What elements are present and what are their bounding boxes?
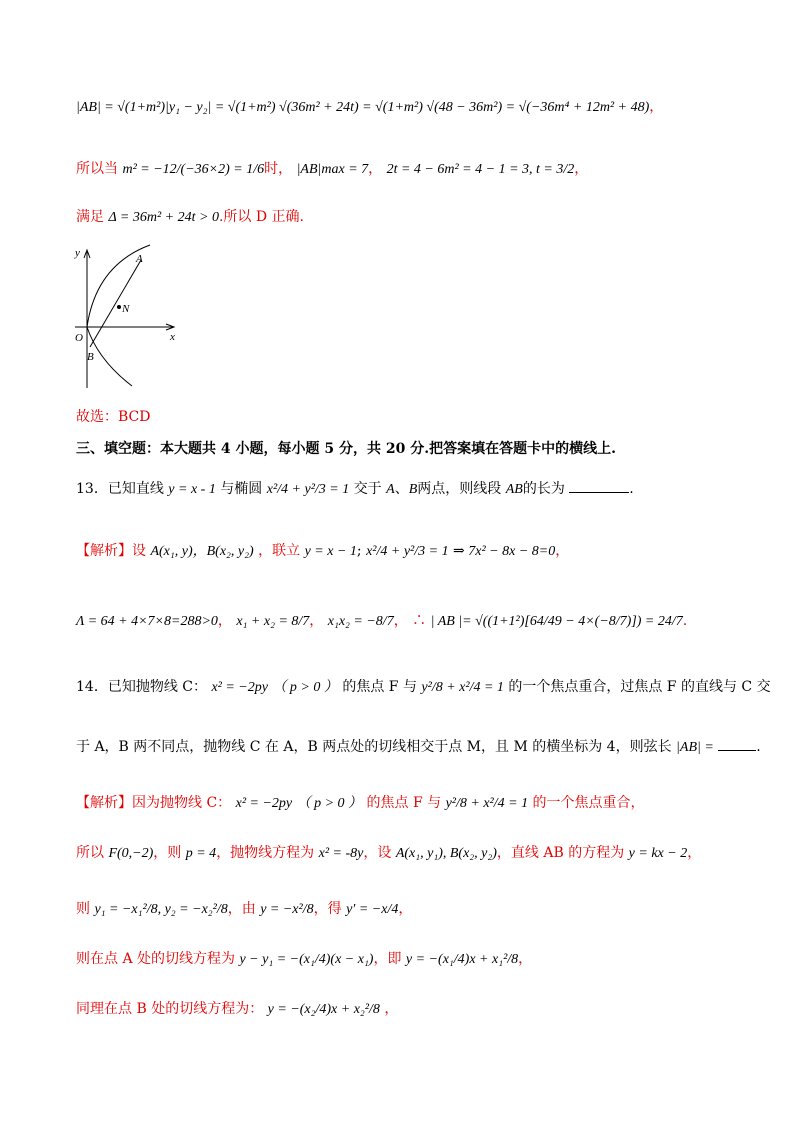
q13-intro: 13．已知直线 [76, 481, 164, 497]
text-simultaneous: ，联立 [258, 543, 301, 559]
ab-length-formula: |AB| = √(1+m²)|y₁ − y₂| = √(1+m²) √(36m² + 24t) = √(1+m²) √(48 − 36m²) = √(−36m⁴ + 12m² + 48) [76, 100, 650, 115]
answer-blank [718, 736, 756, 751]
chord-ab [90, 260, 141, 347]
ab-length-derivation [76, 96, 663, 119]
text-satisfy: 满足 [76, 209, 104, 225]
answer-blank [569, 478, 629, 493]
punctuation: ， [309, 613, 324, 629]
punctuation: . [682, 613, 688, 629]
solution-text: 的焦点 F 与 [366, 795, 442, 811]
label-o: O [75, 332, 83, 344]
solution-14-focus [76, 842, 701, 865]
question-14 [76, 676, 771, 699]
focus-point: F(0,−2) [108, 846, 154, 861]
solution-text: 同理在点 B 处的切线方程为： [76, 1001, 264, 1017]
q14-end: . [756, 739, 761, 755]
punctuation: ， [555, 543, 570, 559]
question-13 [76, 478, 634, 501]
ellipse-equation: y²/8 + x²/4 = 1 [445, 796, 529, 811]
ellipse-equation: x²/4 + y²/3 = 1 [266, 482, 350, 497]
line-ab-equation: y = kx − 2 [628, 846, 688, 861]
m-squared-formula: m² = −12/(−36×2) = 1/6 [122, 162, 265, 177]
parabola-curve [87, 245, 150, 386]
t-value-formula: 2t = 4 − 6m² = 4 − 1 = 3, t = 3/2 [386, 162, 575, 177]
solution-text: 则 [76, 901, 90, 917]
punctuation: ， [574, 161, 589, 177]
line-equation: y = x - 1 [168, 482, 216, 497]
q13-text: 交于 [353, 481, 382, 497]
quadratic-result: ⇒ 7x² − 8x − 8=0 [453, 544, 556, 559]
ellipse-equation: y²/8 + x²/4 = 1 [421, 680, 504, 695]
punctuation: ， [217, 613, 232, 629]
solution-14-derivative [76, 898, 412, 921]
solution-tag: 【解析】因为抛物线 C： [76, 795, 232, 811]
label-a: A [136, 253, 143, 265]
solution-text: ，抛物线方程为 [216, 845, 315, 861]
discriminant-formula: Δ = 36m² + 24t > 0 [108, 210, 219, 225]
punctuation: ， [384, 1001, 399, 1017]
punctuation: ， [518, 951, 533, 967]
solution-14-tangent-b [76, 998, 398, 1021]
solution-14-intro [76, 792, 645, 815]
chord-ab-label: |AB| = [676, 740, 714, 755]
punctuation: ， [393, 613, 408, 629]
q13-text: 的长为 [522, 481, 565, 497]
parabola-function: y = −x²/8 [260, 902, 314, 917]
solution-text: ，得 [313, 901, 342, 917]
max-ab-statement [76, 158, 588, 181]
text-so-when: 所以当 [76, 161, 118, 177]
system-eq-1: y = x − 1 [304, 544, 357, 559]
solution-text: 所以 [76, 845, 104, 861]
point-a: A [386, 482, 395, 497]
points-def: A(x₁, y₁), B(x₂, y₂) [395, 846, 497, 861]
solution-text: ，由 [227, 901, 256, 917]
tangent-b-equation: y = −(x₂/4)x + x₂²/8 [267, 1002, 380, 1017]
parabola-equation: x² = −2py [211, 680, 268, 695]
label-y: y [75, 247, 80, 259]
q13-text: 与椭圆 [220, 481, 263, 497]
punctuation: ， [687, 845, 702, 861]
punctuation: ， [398, 901, 413, 917]
ab-max-formula: |AB|max = 7 [296, 162, 369, 177]
text-when: 时， [264, 161, 293, 177]
system-eq-2: x²/4 + y²/3 = 1 [366, 544, 449, 559]
sum-of-roots: x₁ + x₂ = 8/7 [236, 614, 310, 629]
solution-text: ，则 [153, 845, 182, 861]
solution-14-tangent-a [76, 948, 532, 971]
parabola-figure [70, 240, 180, 390]
q13-end: . [629, 481, 634, 497]
tangent-a-point-slope: y − y₁ = −(x₁/4)(x − x₁) [239, 952, 374, 967]
solution-text: ，即 [373, 951, 402, 967]
q13-text: 、 [394, 481, 409, 497]
label-b: B [87, 351, 94, 363]
point-n [117, 305, 121, 309]
punctuation: ， [649, 99, 664, 115]
tangent-a-equation: y = −(x₁/4)x + x₁²/8 [405, 952, 519, 967]
q14-text: 的焦点 F 与 [342, 679, 417, 695]
solution-text: 则在点 A 处的切线方程为 [76, 951, 236, 967]
p-value: p = 4 [185, 846, 217, 861]
answer-line: 故选：BCD [76, 409, 151, 425]
solution-tag: 【解析】设 [76, 543, 146, 559]
label-x: x [170, 331, 175, 343]
parabola-equation-solved: x² = -8y [318, 846, 364, 861]
solution-text: 的一个焦点重合， [532, 795, 645, 811]
p-condition: （ p > 0 ） [272, 680, 338, 695]
segment-ab: AB [505, 482, 523, 497]
q14-intro: 14．已知抛物线 C： [76, 679, 207, 695]
text-d-correct: .所以 D 正确. [218, 209, 304, 225]
solution-13-compute [76, 610, 687, 633]
product-of-roots: x₁x₂ = −8/7 [327, 614, 394, 629]
q14-text: 于 A，B 两不同点，抛物线 C 在 A，B 两点处的切线相交于点 M，且 M 的横坐标为 4，则弦长 [76, 739, 672, 755]
section-heading: 三、填空题：本大题共 4 小题，每小题 5 分，共 20 分.把答案填在答题卡中的横线上. [76, 441, 616, 457]
q14-text: 的一个焦点重合，过焦点 F 的直线与 C 交 [508, 679, 771, 695]
solution-text: ，设 [363, 845, 392, 861]
parabola-equation: x² = −2py [235, 796, 293, 811]
p-condition: （ p > 0 ） [296, 796, 363, 811]
discriminant-value: Λ = 64 + 4×7×8=288>0 [76, 614, 218, 629]
point-b: B [408, 482, 418, 497]
points-def: A(x₁, y)，B(x₂, y₂) [150, 544, 254, 559]
label-n: N [122, 303, 130, 315]
q13-text: 两点，则线段 [417, 481, 502, 497]
conclusion-d-correct [76, 206, 304, 229]
solution-text: ，直线 AB 的方程为 [496, 845, 625, 861]
chord-length-result: | AB |= √((1+1²)[64/49 − 4×(−8/7)]) = 24/7 [430, 614, 683, 629]
punctuation: ， [368, 161, 383, 177]
derivative: y′ = −x/4 [346, 902, 399, 917]
solution-13-setup: 【解析】设 A(x₁, y)，B(x₂, y₂) ，联立 y = x − 1; x²/4 + y²/3 = 1 ⇒ 7x² − 8x − 8=0， [76, 543, 570, 559]
therefore-symbol: ∴ [412, 613, 427, 629]
question-14-cont [76, 736, 761, 759]
y-values: y₁ = −x₁²/8, y₂ = −x₂²/8 [94, 902, 228, 917]
